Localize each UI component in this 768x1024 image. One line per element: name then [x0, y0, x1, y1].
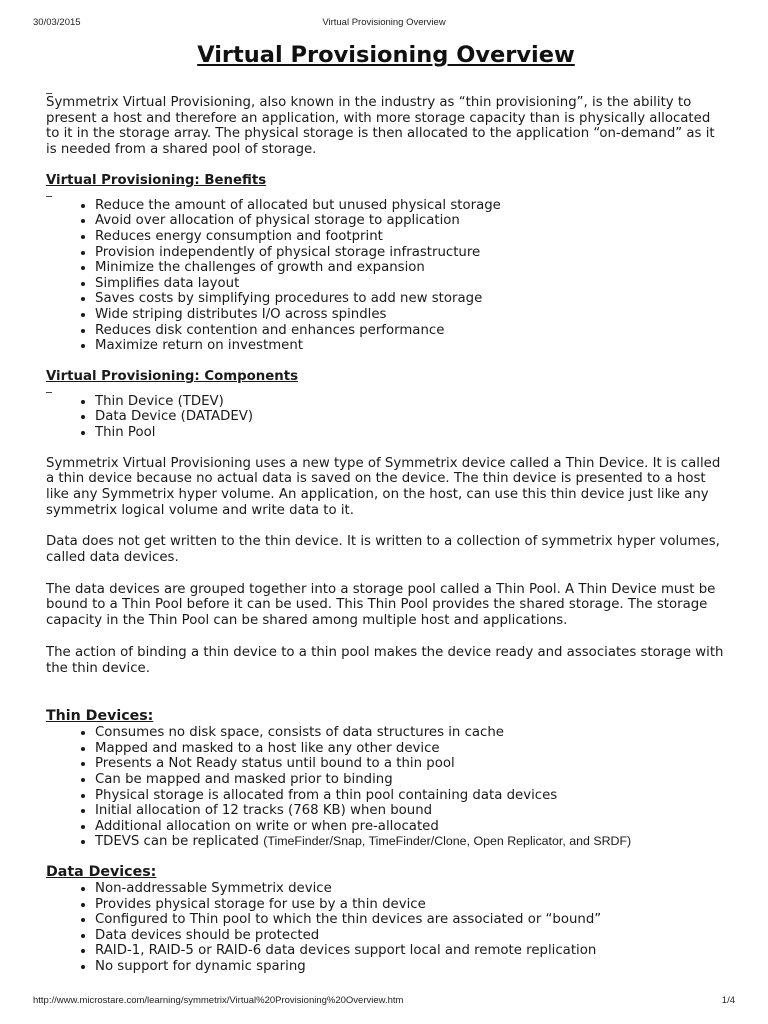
list-item: • Presents a Not Ready status until bound to a thin pool	[95, 756, 726, 772]
list-item: • Saves costs by simplifying procedures to add new storage	[95, 291, 726, 307]
print-header	[33, 17, 735, 31]
list-item: • Simplifies data layout	[95, 276, 726, 292]
body-paragraph: Data does not get written to the thin device. It is written to a collection of symmetrix hyper volumes, called data devices.	[46, 534, 720, 566]
components-list	[46, 394, 726, 441]
list-item: • Provision independently of physical storage infrastructure	[95, 245, 726, 261]
body-paragraph: The data devices are grouped together into a storage pool called a Thin Pool. A Thin Device must be bound to a Thin Pool before it can be used. This Thin Pool provides the shared storage. The storage capacity in the Thin Pool can be shared among multiple host and applications.	[46, 581, 716, 629]
list-item: • RAID-1, RAID-5 or RAID-6 data devices support local and remote replication	[95, 943, 726, 959]
print-date: 30/03/2015	[33, 17, 81, 28]
print-footer	[33, 995, 735, 1009]
list-item: • Thin Pool	[95, 425, 726, 441]
anchor-mark	[46, 388, 52, 393]
list-item: • No support for dynamic sparing	[95, 959, 726, 975]
list-item: • Additional allocation on write or when pre-allocated	[95, 819, 726, 835]
list-item: • Reduce the amount of allocated but unused physical storage	[95, 198, 726, 214]
list-item: • Wide striping distributes I/O across spindles	[95, 307, 726, 323]
document-body	[46, 40, 726, 975]
data-devices-list	[46, 881, 726, 975]
list-item: • Mapped and masked to a host like any other device	[95, 741, 726, 757]
body-paragraph: Symmetrix Virtual Provisioning uses a new type of Symmetrix device called a Thin Device. It is called a thin device because no actual data is saved on the device. The thin device is presented to a host like any Symmetrix hyper volume. An application, on the host, can use this thin device just like any symmetrix logical volume and write data to it.	[46, 455, 721, 518]
list-item-text: TDEVS can be replicated	[95, 834, 264, 850]
body-paragraph: The action of binding a thin device to a thin pool makes the device ready and associates storage with the thin device.	[46, 644, 724, 676]
list-item: • Reduces energy consumption and footprint	[95, 229, 726, 245]
page-url: http://www.microstare.com/learning/symmetrix/Virtual%20Provisioning%20Overview.htm	[33, 995, 404, 1006]
list-item: • Maximize return on investment	[95, 338, 726, 354]
list-item	[95, 834, 726, 850]
thin-devices-list-tail	[46, 834, 726, 850]
page-number: 1/4	[721, 995, 735, 1006]
list-item: • Minimize the challenges of growth and expansion	[95, 260, 726, 276]
list-item: • Physical storage is allocated from a thin pool containing data devices	[95, 788, 726, 804]
components-heading: Virtual Provisioning: Components	[46, 368, 299, 384]
list-item: • Provides physical storage for use by a thin device	[95, 897, 726, 913]
list-item: • Consumes no disk space, consists of data structures in cache	[95, 725, 726, 741]
list-item: • Data Device (DATADEV)	[95, 409, 726, 425]
list-item: • Can be mapped and masked prior to binding	[95, 772, 726, 788]
list-item: • Initial allocation of 12 tracks (768 KB) when bound	[95, 803, 726, 819]
benefits-heading: Virtual Provisioning: Benefits	[46, 172, 267, 188]
list-item: • Reduces disk contention and enhances performance	[95, 323, 726, 339]
list-item: • Non-addressable Symmetrix device	[95, 881, 726, 897]
list-item: • Thin Device (TDEV)	[95, 394, 726, 410]
intro-paragraph: Symmetrix Virtual Provisioning, also known in the industry as “thin provisioning”, is the ability to present a host and therefore an application, with more storage capacity than is physically allocated to it in the storage array. The physical storage is then allocated to the application “on-demand” as it is needed from a shared pool of storage.	[46, 95, 715, 158]
list-item: • Avoid over allocation of physical storage to application	[95, 213, 726, 229]
page-title: Virtual Provisioning Overview	[197, 42, 575, 68]
print-title: Virtual Provisioning Overview	[322, 17, 446, 28]
data-devices-heading: Data Devices:	[46, 864, 157, 881]
thin-devices-list	[46, 725, 726, 834]
list-item: • Configured to Thin pool to which the thin devices are associated or “bound”	[95, 912, 726, 928]
anchor-mark	[46, 192, 52, 197]
benefits-list	[46, 198, 726, 354]
list-item: • Data devices should be protected	[95, 928, 726, 944]
anchor-mark	[46, 89, 52, 94]
list-item-note: (TimeFinder/Snap, TimeFinder/Clone, Open Replicator, and SRDF)	[263, 834, 632, 849]
thin-devices-heading: Thin Devices:	[46, 708, 154, 725]
